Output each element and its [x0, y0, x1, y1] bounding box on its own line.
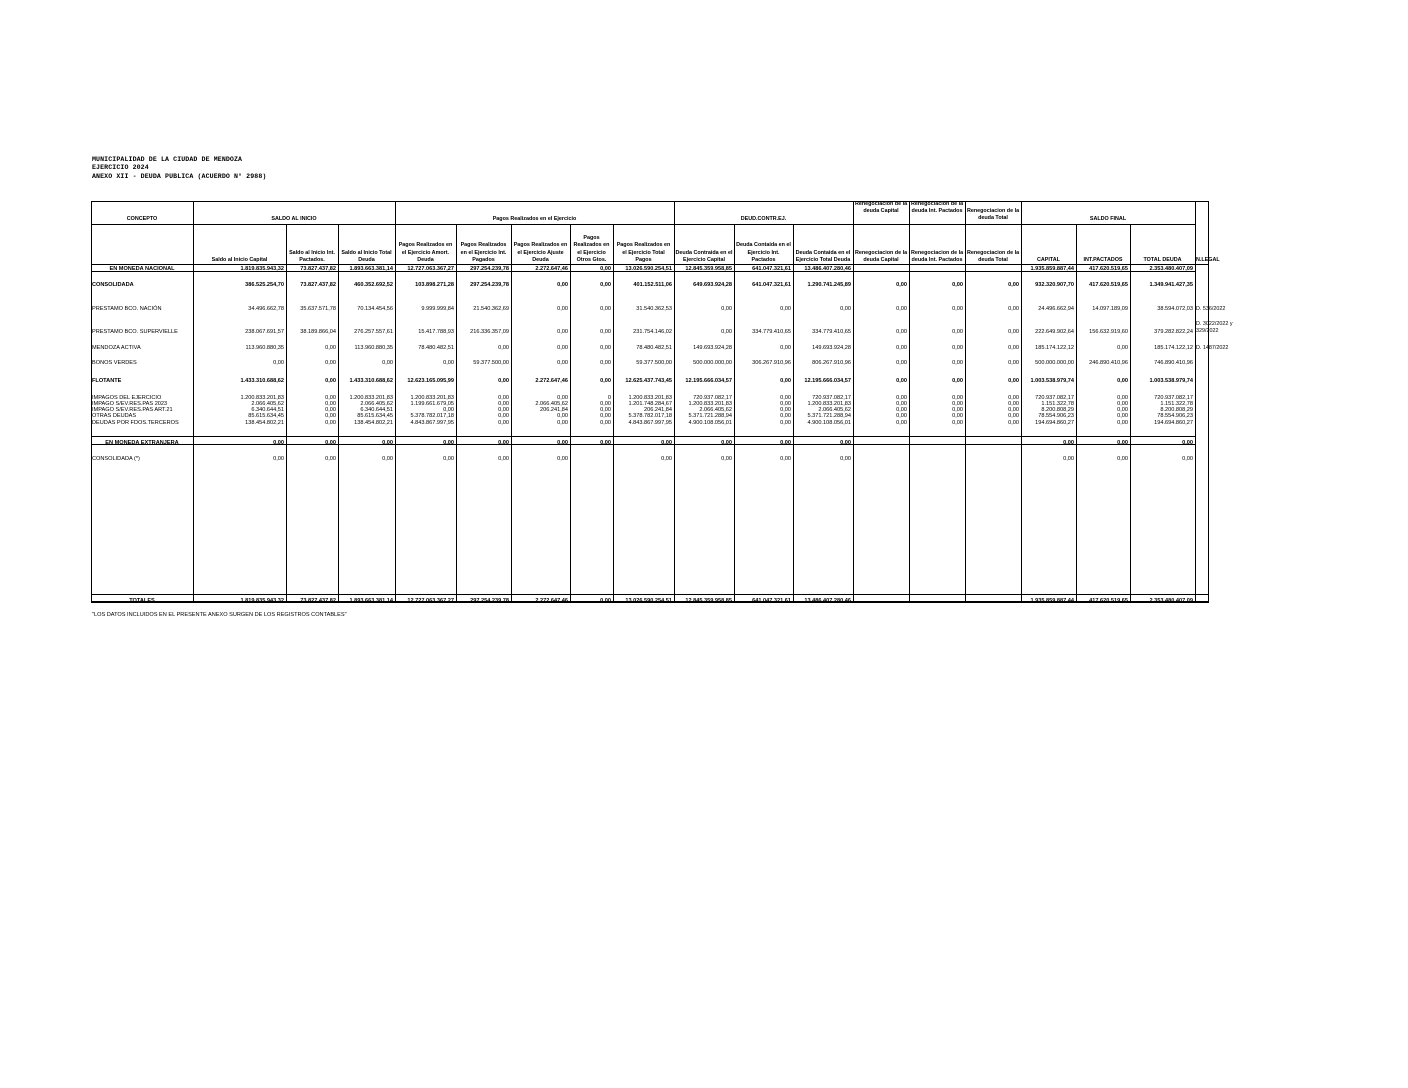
table-cell: 746.890.410,96: [1154, 360, 1193, 366]
table-cell: 0,00: [498, 456, 509, 462]
table-cell: 720.937.082,17: [812, 395, 851, 401]
table-cell: 4.900.108.056,01: [688, 420, 732, 426]
table-cell: 720.937.082,17: [1035, 395, 1074, 401]
table-cell: 0,00: [896, 413, 907, 419]
table-cell: 1.893.663.381,14: [349, 598, 393, 604]
table-cell: 0,00: [1117, 378, 1128, 384]
table-cell: 401.152.511,06: [633, 282, 672, 288]
table-cell: 2.353.480.407,09: [1149, 266, 1193, 272]
table-cell: 13.486.407.280,46: [804, 598, 851, 604]
table-cell: 0,00: [443, 407, 454, 413]
table-cell: 1.199.661.679,05: [410, 401, 454, 407]
table-cell: 0,00: [498, 401, 509, 407]
table-cell: 0,00: [780, 378, 791, 384]
table-cell: 0,00: [325, 413, 336, 419]
table-cell: 113.960.880,35: [245, 345, 284, 351]
table-cell: 0,00: [600, 345, 611, 351]
row-label: CONSOLIDADA (*): [92, 456, 140, 462]
table-cell: 31.540.362,53: [636, 306, 672, 312]
table-cell: 0,00: [557, 306, 568, 312]
table-cell: 238.067.691,57: [245, 329, 284, 335]
table-cell: 38.189.866,04: [300, 329, 336, 335]
table-cell: 1.200.833.201,83: [349, 395, 393, 401]
table-cell: 0,00: [896, 345, 907, 351]
column-header: Renegociacion de la deuda Int. Pactados: [910, 249, 964, 263]
table-cell: 0,00: [498, 413, 509, 419]
table-cell: 0,00: [1117, 413, 1128, 419]
table-cell: 0,00: [661, 440, 672, 446]
table-cell: 641.047.321,61: [752, 282, 791, 288]
table-cell: 0,00: [952, 345, 963, 351]
column-header: Pagos Realizados en el Ejercicio Int. Pagados: [460, 242, 507, 263]
table-cell: 2.353.480.407,09: [1149, 598, 1193, 604]
table-cell: 0,00: [1117, 401, 1128, 407]
table-cell: 8.200.808,29: [1041, 407, 1074, 413]
row-label: BONOS VERDES: [92, 360, 137, 366]
table-cell: 2.066.405,62: [251, 401, 284, 407]
table-cell: 0,00: [896, 395, 907, 401]
table-cell: 194.694.860,27: [1035, 420, 1074, 426]
table-cell: 0,00: [600, 440, 611, 446]
table-cell: 932.320.907,70: [1035, 282, 1074, 288]
row-label: IMPAGO S/EV.RES.PAS ART.21: [92, 407, 173, 413]
table-cell: 0,00: [896, 407, 907, 413]
table-cell: 0,00: [1117, 456, 1128, 462]
table-cell: 156.632.919,60: [1089, 329, 1128, 335]
table-cell: 38.594.072,03: [1157, 306, 1193, 312]
row-label: CONSOLIDADA: [92, 282, 134, 288]
deuda-header: DEUD.CONTR.EJ.: [740, 216, 787, 222]
table-cell: 0,00: [952, 306, 963, 312]
table-cell: 4.843.867.997,95: [410, 420, 454, 426]
table-cell: 222.649.902,64: [1035, 329, 1074, 335]
table-cell: 720.937.082,17: [693, 395, 732, 401]
fiscal-year: EJERCICIO 2024: [92, 164, 149, 172]
totals-top: [91, 594, 1209, 595]
table-cell: 0,00: [780, 440, 791, 446]
table-cell: 0,00: [896, 306, 907, 312]
table-cell: 0,00: [1063, 456, 1074, 462]
table-cell: 0,00: [1117, 395, 1128, 401]
table-cell: 0,00: [600, 360, 611, 366]
table-cell: 0,00: [557, 329, 568, 335]
table-cell: 1.935.859.887,44: [1030, 598, 1074, 604]
table-cell: 149.693.924,28: [812, 345, 851, 351]
table-cell: 0,00: [840, 306, 851, 312]
table-cell: 35.637.571,78: [300, 306, 336, 312]
flotante-section-bottom: [91, 436, 1195, 437]
table-cell: 14.097.189,09: [1092, 306, 1128, 312]
table-cell: 13.486.407.280,46: [804, 266, 851, 272]
row-label: MENDOZA ACTIVA: [92, 345, 141, 351]
table-cell: 1.819.835.943,32: [240, 598, 284, 604]
column-header: CAPITAL: [1037, 256, 1060, 263]
table-cell: 0,00: [896, 401, 907, 407]
table-cell: 34.496.662,78: [248, 306, 284, 312]
table-cell: 2.066.405,62: [818, 407, 851, 413]
table-cell: 0,00: [1008, 282, 1019, 288]
table-cell: 4.843.867.997,95: [628, 420, 672, 426]
table-cell: 12.845.359.958,85: [685, 598, 732, 604]
table-cell: 0,00: [325, 407, 336, 413]
row-label: DEUDAS POR FDOS.TERCEROS: [92, 420, 179, 426]
table-cell: 276.257.557,61: [354, 329, 393, 335]
table-cell: 2.272.647,46: [535, 378, 568, 384]
table-cell: 0,00: [325, 360, 336, 366]
table-cell: 85.615.634,45: [248, 413, 284, 419]
table-cell: 15.417.788,93: [418, 329, 454, 335]
table-cell: 185.174.122,12: [1035, 345, 1074, 351]
table-cell: 0,00: [325, 456, 336, 462]
column-header: Saldo al Inicio Total Deuda: [341, 249, 392, 263]
table-cell: 0,00: [1008, 401, 1019, 407]
table-cell: 0,00: [952, 329, 963, 335]
table-cell: 73.827.437,82: [300, 282, 336, 288]
row-label: OTRAS DEUDAS: [92, 413, 137, 419]
table-cell: 5.371.721.288,94: [688, 413, 732, 419]
table-cell: 0,00: [382, 456, 393, 462]
column-header: INT.PACTADOS: [1083, 256, 1123, 263]
table-cell: 297.254.239,78: [470, 598, 509, 604]
table-cell: 1.290.741.245,89: [807, 282, 851, 288]
column-header: Pagos Realizados en el Ejercicio Amort. Deuda: [398, 242, 453, 263]
table-cell: 5.371.721.288,94: [807, 413, 851, 419]
table-cell: 12.727.063.367,27: [407, 598, 454, 604]
table-cell: 12.195.666.034,57: [804, 378, 851, 384]
table-cell: 0,00: [600, 378, 611, 384]
table-cell: 246.890.410,96: [1089, 360, 1128, 366]
table-cell: 206.241,84: [644, 407, 672, 413]
table-cell: 0,00: [557, 360, 568, 366]
legal-reference: D. 3022/2022 y 329/2022: [1196, 321, 1233, 334]
table-cell: 0,00: [1117, 420, 1128, 426]
table-cell: 0,00: [498, 440, 509, 446]
column-header: Deuda Contaida en el Ejercicio Total Deuda: [795, 249, 851, 263]
row-label: IMPAGO S/EV.RES.PAS 2023: [92, 401, 168, 407]
table-cell: 1.151.322,78: [1160, 401, 1193, 407]
table-cell: 0,00: [382, 360, 393, 366]
table-cell: 8.200.808,29: [1160, 407, 1193, 413]
table-cell: 806.267.910,96: [812, 360, 851, 366]
table-cell: 0,00: [600, 282, 611, 288]
table-cell: 0,00: [780, 413, 791, 419]
table-cell: 641.047.321,61: [752, 598, 791, 604]
table-cell: 70.134.454,56: [357, 306, 393, 312]
table-cell: 0,00: [896, 329, 907, 335]
column-header-bottom: [91, 264, 1209, 265]
table-cell: 306.267.910,96: [752, 360, 791, 366]
renegociacion-interest-header: Renegociacion de la deuda Int. Pactados: [910, 201, 964, 215]
table-cell: 720.937.082,17: [1154, 395, 1193, 401]
table-cell: 0,00: [1008, 306, 1019, 312]
table-cell: 12.195.666.034,57: [685, 378, 732, 384]
table-cell: 0,00: [273, 456, 284, 462]
table-cell: 0,00: [443, 360, 454, 366]
table-cell: 0,00: [1008, 329, 1019, 335]
renegociacion-total-header: Renegociacion de la deuda Total: [966, 208, 1020, 222]
table-cell: 0,00: [1008, 345, 1019, 351]
table-cell: 5.378.782.017,18: [410, 413, 454, 419]
saldo-final-header: SALDO FINAL: [1089, 216, 1127, 222]
header-divider: [91, 224, 1195, 225]
table-cell: 0,00: [325, 401, 336, 407]
table-cell: 460.352.692,52: [354, 282, 393, 288]
row-label: FLOTANTE: [92, 378, 122, 384]
table-cell: 73.827.437,82: [300, 598, 336, 604]
row-label: EN MONEDA NACIONAL: [109, 266, 175, 272]
table-cell: 0,00: [273, 360, 284, 366]
table-cell: 12.625.437.743,45: [625, 378, 672, 384]
table-cell: 0,00: [780, 401, 791, 407]
table-cell: 1.433.310.688,62: [240, 378, 284, 384]
table-cell: 78.480.482,51: [418, 345, 454, 351]
legal-reference: D. 1487/2022: [1196, 345, 1229, 351]
table-cell: 2.066.405,62: [360, 401, 393, 407]
annex-title: ANEXO XII - DEUDA PUBLICA (ACUERDO N° 2988): [92, 172, 267, 180]
table-cell: 0,00: [721, 440, 732, 446]
table-cell: 73.827.437,82: [300, 266, 336, 272]
table-cell: 0,00: [325, 395, 336, 401]
table-cell: 13.026.590.254,51: [625, 266, 672, 272]
table-cell: 641.047.321,61: [752, 266, 791, 272]
table-cell: 0,00: [1182, 456, 1193, 462]
table-cell: 0,00: [780, 420, 791, 426]
table-cell: 6.340.644,51: [360, 407, 393, 413]
table-cell: 85.615.634,45: [357, 413, 393, 419]
table-cell: 0,00: [721, 306, 732, 312]
table-cell: 0,00: [557, 413, 568, 419]
table-cell: 0,00: [382, 440, 393, 446]
row-label: PRESTAMO BCO. SUPERVIELLE: [92, 329, 178, 335]
table-cell: 0,00: [780, 456, 791, 462]
table-cell: 103.898.271,28: [415, 282, 454, 288]
table-cell: 59.377.500,00: [636, 360, 672, 366]
table-cell: 0,00: [600, 266, 611, 272]
table-cell: 0,00: [896, 360, 907, 366]
column-header: Deuda Contaida en el Ejercicio Int. Pactados: [736, 242, 791, 263]
table-cell: 0,00: [896, 420, 907, 426]
table-cell: 0,00: [443, 456, 454, 462]
table-cell: 4.900.108.056,01: [807, 420, 851, 426]
report-header: [92, 156, 266, 181]
table-cell: 0,00: [498, 345, 509, 351]
table-cell: 0,00: [325, 345, 336, 351]
table-cell: 1.200.833.201,83: [807, 401, 851, 407]
table-cell: 2.066.405,62: [699, 407, 732, 413]
table-cell: 12.623.165.095,99: [407, 378, 454, 384]
column-header: Saldo al Inicio Capital: [211, 256, 268, 263]
table-cell: 0,00: [325, 378, 336, 384]
table-cell: 649.693.924,28: [693, 282, 732, 288]
column-header: Saldo al Inicio Int. Pactados.: [289, 249, 335, 263]
table-cell: 0,00: [557, 282, 568, 288]
table-cell: 138.454.802,21: [245, 420, 284, 426]
table-cell: 334.779.410,65: [812, 329, 851, 335]
table-cell: 0,00: [1008, 395, 1019, 401]
table-cell: 0,00: [557, 456, 568, 462]
table-cell: 0,00: [498, 378, 509, 384]
table-cell: 13.026.590.254,51: [625, 598, 672, 604]
table-cell: 0,00: [721, 456, 732, 462]
table-cell: 1.003.538.979,74: [1030, 378, 1074, 384]
table-cell: 0,00: [952, 360, 963, 366]
table-cell: 0,00: [721, 329, 732, 335]
table-cell: 0,00: [780, 395, 791, 401]
table-cell: 0,00: [600, 407, 611, 413]
table-cell: 0,00: [1117, 440, 1128, 446]
table-cell: 1.151.322,78: [1041, 401, 1074, 407]
table-cell: 78.554.906,23: [1157, 413, 1193, 419]
table-cell: 12.845.359.958,85: [685, 266, 732, 272]
table-cell: 5.378.782.017,18: [628, 413, 672, 419]
table-cell: 1.200.833.201,83: [688, 401, 732, 407]
table-cell: 0,00: [1182, 440, 1193, 446]
column-header: N.LEGAL: [1196, 256, 1220, 263]
table-cell: 2.272.647,46: [535, 266, 568, 272]
table-cell: 0,00: [557, 420, 568, 426]
table-cell: 0,00: [600, 401, 611, 407]
table-cell: 0,00: [498, 395, 509, 401]
table-cell: 1.200.833.201,83: [410, 395, 454, 401]
table-cell: 0,00: [325, 420, 336, 426]
column-header: Deuda Contraida en el Ejercicio Capital: [675, 249, 733, 263]
table-cell: 12.727.063.367,27: [407, 266, 454, 272]
table-cell: 0,00: [1008, 413, 1019, 419]
column-header: Pagos Realizados en el Ejercicio Total Pagos: [616, 242, 671, 263]
table-cell: 0,00: [600, 413, 611, 419]
municipality-title: MUNICIPALIDAD DE LA CIUDAD DE MENDOZA: [92, 156, 243, 163]
table-cell: 59.377.500,00: [473, 360, 509, 366]
footnote: "LOS DATOS INCLUIDOS EN EL PRESENTE ANEXO SURGEN DE LOS REGISTROS CONTABLES": [92, 612, 347, 618]
table-cell: 1.819.835.943,32: [240, 266, 284, 272]
table-cell: 0,00: [780, 306, 791, 312]
table-cell: 0,00: [780, 407, 791, 413]
table-cell: 0,00: [600, 306, 611, 312]
column-header: Pagos Realizados en el Ejercicio Otros Gtos.: [573, 235, 610, 263]
table-cell: 0,00: [840, 440, 851, 446]
table-cell: 1.201.748.284,67: [628, 401, 672, 407]
table-cell: 138.454.802,21: [354, 420, 393, 426]
table-cell: 417.620.519,65: [1089, 266, 1128, 272]
table-cell: 1.433.310.688,62: [349, 378, 393, 384]
table-cell: 1.200.833.201,83: [240, 395, 284, 401]
table-cell: 334.779.410,65: [752, 329, 791, 335]
table-cell: 185.174.122,12: [1154, 345, 1193, 351]
row-label: PRESTAMO BCO. NACIÓN: [92, 306, 162, 312]
table-cell: 1.200.833.201,83: [628, 395, 672, 401]
table-cell: 2.272.647,46: [535, 598, 568, 604]
table-cell: 0,00: [1117, 345, 1128, 351]
table-cell: 417.620.519,65: [1089, 282, 1128, 288]
table-cell: 206.241,84: [540, 407, 568, 413]
column-header: Pagos Realizados en el Ejercicio Ajuste Deuda: [513, 242, 568, 263]
table-cell: 0,00: [273, 440, 284, 446]
table-cell: 9.999.999,84: [421, 306, 454, 312]
table-cell: 0,00: [600, 329, 611, 335]
table-cell: 2.066.405,62: [535, 401, 568, 407]
table-cell: 0,00: [1063, 440, 1074, 446]
table-cell: 0,00: [600, 420, 611, 426]
table-cell: 0,00: [600, 598, 611, 604]
table-cell: 1.935.859.887,44: [1030, 266, 1074, 272]
table-cell: 1.003.538.979,74: [1149, 378, 1193, 384]
table-cell: 379.282.822,24: [1154, 329, 1193, 335]
table-cell: 0,00: [557, 395, 568, 401]
renegociacion-capital-header: Renegociacion de la deuda Capital: [854, 201, 908, 215]
table-cell: 231.754.146,02: [633, 329, 672, 335]
table-cell: 149.693.924,28: [693, 345, 732, 351]
table-cell: 216.336.357,09: [470, 329, 509, 335]
column-header: Renegociacion de la deuda Total: [966, 249, 1020, 263]
table-cell: 417.620.519,65: [1089, 598, 1128, 604]
table-cell: 500.000.000,00: [1035, 360, 1074, 366]
row-label: TOTALES: [129, 598, 155, 604]
table-cell: 0,00: [661, 456, 672, 462]
table-cell: 0,00: [952, 282, 963, 288]
table-cell: 0,00: [1117, 407, 1128, 413]
table-cell: 0: [607, 395, 611, 401]
table-cell: 0,00: [896, 282, 907, 288]
table-cell: 0,00: [952, 407, 963, 413]
table-cell: 0,00: [952, 401, 963, 407]
table-cell: 78.480.482,51: [636, 345, 672, 351]
table-cell: 194.694.860,27: [1154, 420, 1193, 426]
table-cell: 0,00: [952, 413, 963, 419]
table-cell: 0,00: [557, 440, 568, 446]
table-cell: 0,00: [840, 456, 851, 462]
table-cell: 0,00: [1008, 420, 1019, 426]
row-label: EN MONEDA EXTRANJERA: [105, 440, 179, 446]
table-cell: 113.960.880,35: [354, 345, 393, 351]
row-label: IMPAGOS DEL EJERCICIO: [92, 395, 162, 401]
table-cell: 0,00: [498, 420, 509, 426]
table-cell: 0,00: [443, 440, 454, 446]
table-cell: 1.893.663.381,14: [349, 266, 393, 272]
table-cell: 0,00: [498, 407, 509, 413]
legal-reference: D. 536/2022: [1196, 306, 1226, 312]
table-cell: 1.349.941.427,35: [1149, 282, 1193, 288]
table-cell: 0,00: [780, 345, 791, 351]
table-cell: 297.254.239,78: [470, 266, 509, 272]
table-cell: 0,00: [896, 378, 907, 384]
table-cell: 24.496.662,94: [1038, 306, 1074, 312]
table-cell: 500.000.000,00: [693, 360, 732, 366]
table-cell: 0,00: [557, 345, 568, 351]
concept-header: CONCEPTO: [126, 216, 158, 222]
pagos-header: Pagos Realizados en el Ejercicio: [492, 216, 577, 222]
table-cell: 78.554.906,23: [1038, 413, 1074, 419]
table-cell: 6.340.644,51: [251, 407, 284, 413]
table-cell: 386.525.254,70: [245, 282, 284, 288]
table-cell: 21.540.362,69: [473, 306, 509, 312]
table-cell: 0,00: [952, 395, 963, 401]
table-cell: 0,00: [1008, 407, 1019, 413]
column-header: Renegociacion de la deuda Capital: [854, 249, 908, 263]
saldo-inicio-header: SALDO AL INICIO: [271, 216, 317, 222]
table-cell: 0,00: [952, 378, 963, 384]
column-header: TOTAL DEUDA: [1143, 256, 1182, 263]
table-cell: 0,00: [952, 420, 963, 426]
table-cell: 297.254.239,78: [470, 282, 509, 288]
table-cell: 0,00: [325, 440, 336, 446]
table-cell: 0,00: [1008, 378, 1019, 384]
table-cell: 0,00: [1008, 360, 1019, 366]
